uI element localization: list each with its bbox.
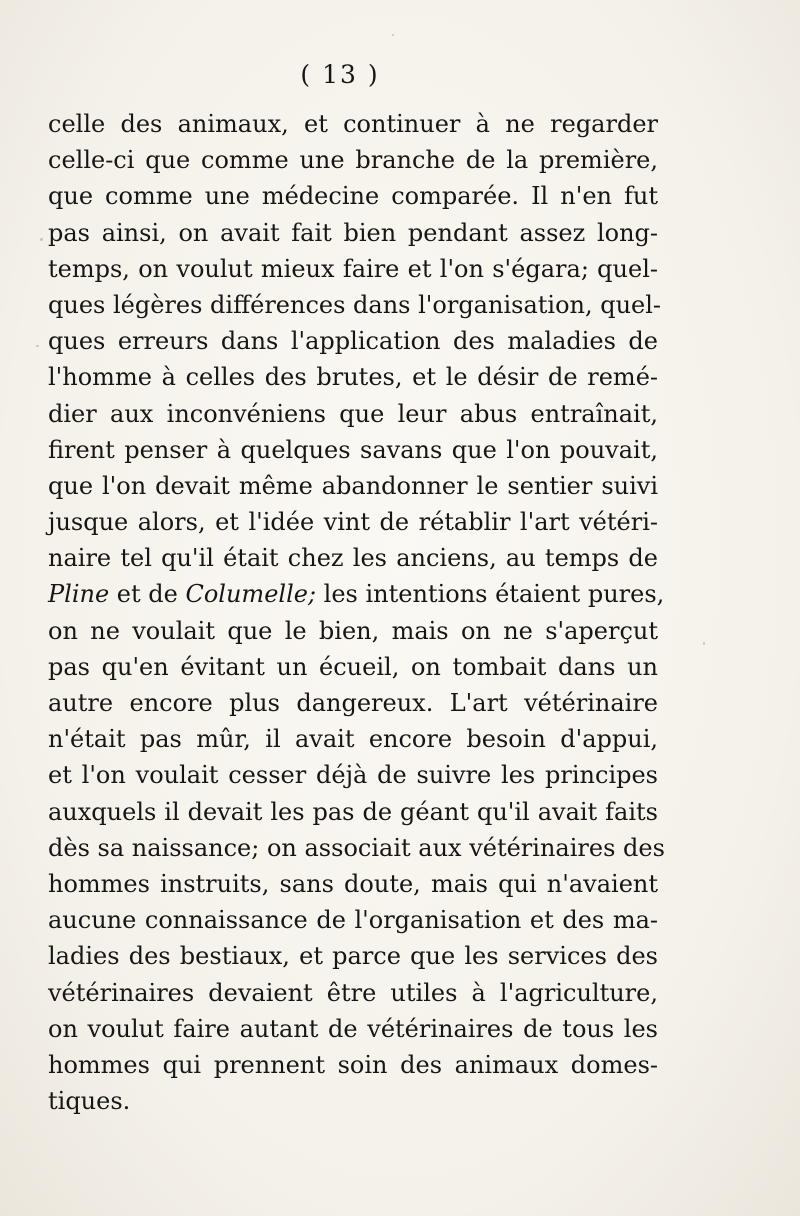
text-line: jusque alors, et l'idée vint de rétablir l'art vétéri- xyxy=(48,508,658,537)
text-line: aucune connaissance de l'organisation et des ma- xyxy=(48,906,658,935)
text-line: n'était pas mûr, il avait encore besoin d'appui, xyxy=(48,725,658,754)
text-line: dier aux inconvéniens que leur abus entraînait, xyxy=(48,399,658,428)
italic-name-columelle: Columelle; xyxy=(185,580,317,609)
text-line: pas qu'en évitant un écueil, on tombait dans un xyxy=(48,652,658,681)
text-line: l'homme à celles des brutes, et le désir de remé- xyxy=(48,363,658,392)
text-line: ques erreurs dans l'application des maladies de xyxy=(48,327,658,356)
text-line: que l'on devait même abandonner le sentier suivi xyxy=(48,471,658,500)
body-text xyxy=(48,106,665,1119)
text-line: et l'on voulait cesser déjà de suivre les principes xyxy=(48,761,658,790)
text-line: on ne voulait que le bien, mais on ne s'aperçut xyxy=(48,616,658,645)
italic-name-pline: Pline xyxy=(48,580,110,609)
text-line: on voulut faire autant de vétérinaires de tous les xyxy=(48,1014,658,1043)
text-line: firent penser à quelques savans que l'on pouvait, xyxy=(48,435,658,464)
text-line: autre encore plus dangereux. L'art vétérinaire xyxy=(48,689,658,717)
text-line: naire tel qu'il était chez les anciens, au temps de xyxy=(48,544,658,573)
paper-speck xyxy=(392,34,394,36)
text-line: hommes qui prennent soin des animaux domes- xyxy=(48,1050,658,1079)
line-fragment: les intentions étaient pures, xyxy=(316,580,665,609)
text-line: celle-ci que comme une branche de la première, xyxy=(48,146,658,175)
text-line: temps, on voulut mieux faire et l'on s'égara; quel- xyxy=(48,254,658,283)
text-line: que comme une médecine comparée. Il n'en fut xyxy=(48,182,658,211)
paper-speck xyxy=(40,238,43,241)
text-line-last: tiques. xyxy=(48,1087,131,1116)
text-line: dès sa naissance; on associait aux vétérinaires des xyxy=(48,833,665,862)
text-line: ladies des bestiaux, et parce que les services des xyxy=(48,942,658,971)
text-line: ques légères différences dans l'organisation, quel- xyxy=(48,290,662,319)
text-line-italic-names xyxy=(48,576,665,612)
paper-speck xyxy=(703,642,705,645)
page-number: ( 13 ) xyxy=(300,60,380,89)
text-line: celle des animaux, et continuer à ne regarder xyxy=(48,110,658,138)
text-line: hommes instruits, sans doute, mais qui n'avaient xyxy=(48,869,658,898)
text-line: pas ainsi, on avait fait bien pendant assez long- xyxy=(48,218,658,247)
text-line: auxquels il devait les pas de géant qu'il avait faits xyxy=(48,797,658,826)
line-fragment: et de xyxy=(109,580,186,609)
paper-speck xyxy=(36,345,39,347)
text-line: vétérinaires devaient être utiles à l'agriculture, xyxy=(48,978,658,1007)
